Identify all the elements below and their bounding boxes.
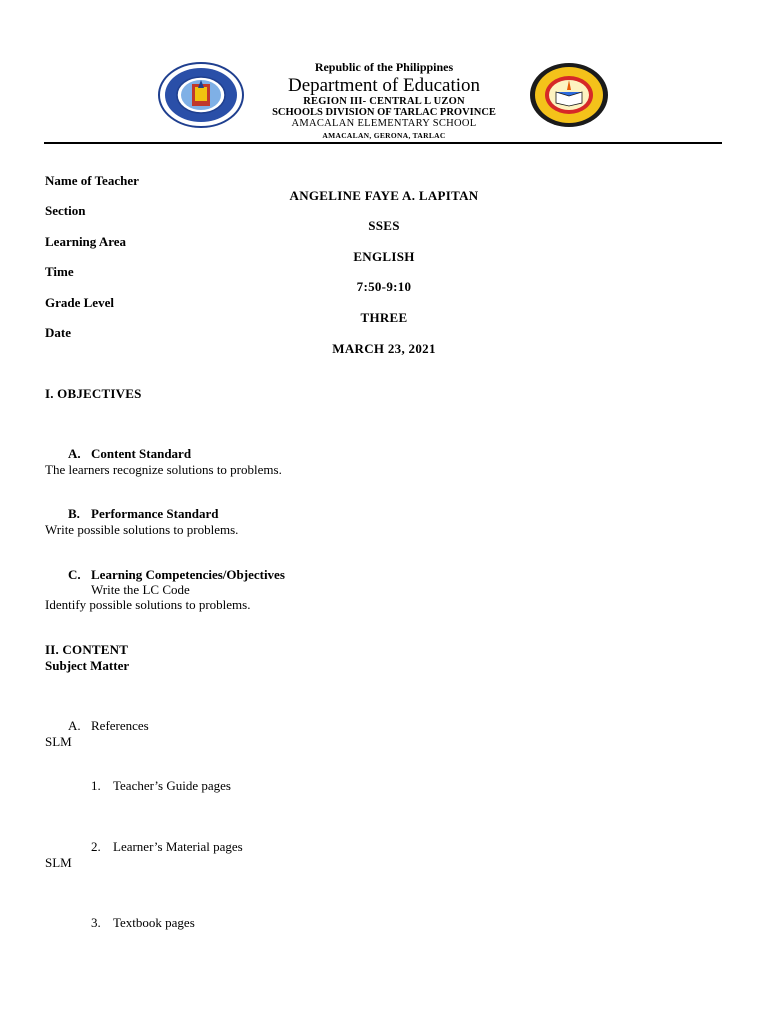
- header-school: AMACALAN ELEMENTARY SCHOOL: [291, 118, 477, 129]
- label-name-of-teacher: Name of Teacher: [45, 173, 139, 188]
- objective-a-text: The learners recognize solutions to problems.: [45, 462, 282, 477]
- reference-item-3-label: Textbook pages: [113, 915, 195, 930]
- objective-b-title: Performance Standard: [91, 506, 219, 521]
- reference-item-2-num: 2.: [91, 839, 101, 854]
- reference-item-2-note: SLM: [45, 855, 72, 870]
- references-title: References: [91, 718, 149, 733]
- objective-c-sub: Write the LC Code: [91, 582, 190, 597]
- left-logo-text-bottom: [158, 63, 170, 64]
- right-logo-text-bottom: [529, 63, 537, 64]
- header-republic: Republic of the Philippines: [314, 60, 454, 74]
- header-address: AMACALAN, GERONA, TARLAC: [322, 131, 446, 140]
- header-division: SCHOOLS DIVISION OF TARLAC PROVINCE: [272, 107, 496, 118]
- label-section: Section: [45, 203, 86, 218]
- school-seal-icon: [529, 62, 609, 128]
- reference-item-1-num: 1.: [91, 778, 101, 793]
- objective-a-marker: A.: [68, 446, 81, 461]
- content-heading: II. CONTENT: [45, 642, 129, 657]
- objective-b-marker: B.: [68, 506, 80, 521]
- header-region: REGION III- CENTRAL L UZON: [303, 96, 465, 107]
- deped-seal-logo: [158, 62, 244, 128]
- reference-item-1-label: Teacher’s Guide pages: [113, 778, 231, 793]
- references-marker: A.: [68, 718, 81, 733]
- reference-item-3-num: 3.: [91, 915, 101, 930]
- value-grade-level: THREE: [360, 310, 408, 325]
- objective-c-marker: C.: [68, 567, 81, 582]
- label-time: Time: [45, 264, 74, 279]
- objective-a-title: Content Standard: [91, 446, 192, 461]
- label-grade-level: Grade Level: [45, 295, 114, 310]
- header-divider: [44, 142, 722, 144]
- label-learning-area: Learning Area: [45, 234, 127, 249]
- value-section: SSES: [368, 218, 400, 233]
- references-text: SLM: [45, 734, 72, 749]
- objective-b-text: Write possible solutions to problems.: [45, 522, 239, 537]
- objective-c-text: Identify possible solutions to problems.: [45, 597, 251, 612]
- deped-seal-icon: [158, 62, 244, 128]
- school-seal-logo: [529, 62, 609, 128]
- value-learning-area: ENGLISH: [353, 249, 415, 264]
- objectives-heading: I. OBJECTIVES: [45, 386, 142, 401]
- objective-c-title: Learning Competencies/Objectives: [91, 567, 285, 582]
- content-subheading: Subject Matter: [45, 658, 130, 673]
- header-department: Department of Education: [287, 75, 481, 96]
- value-teacher-name: ANGELINE FAYE A. LAPITAN: [289, 188, 479, 203]
- label-date: Date: [45, 325, 71, 340]
- reference-item-2-label: Learner’s Material pages: [113, 839, 243, 854]
- value-date: MARCH 23, 2021: [332, 341, 436, 356]
- value-time: 7:50-9:10: [356, 279, 412, 294]
